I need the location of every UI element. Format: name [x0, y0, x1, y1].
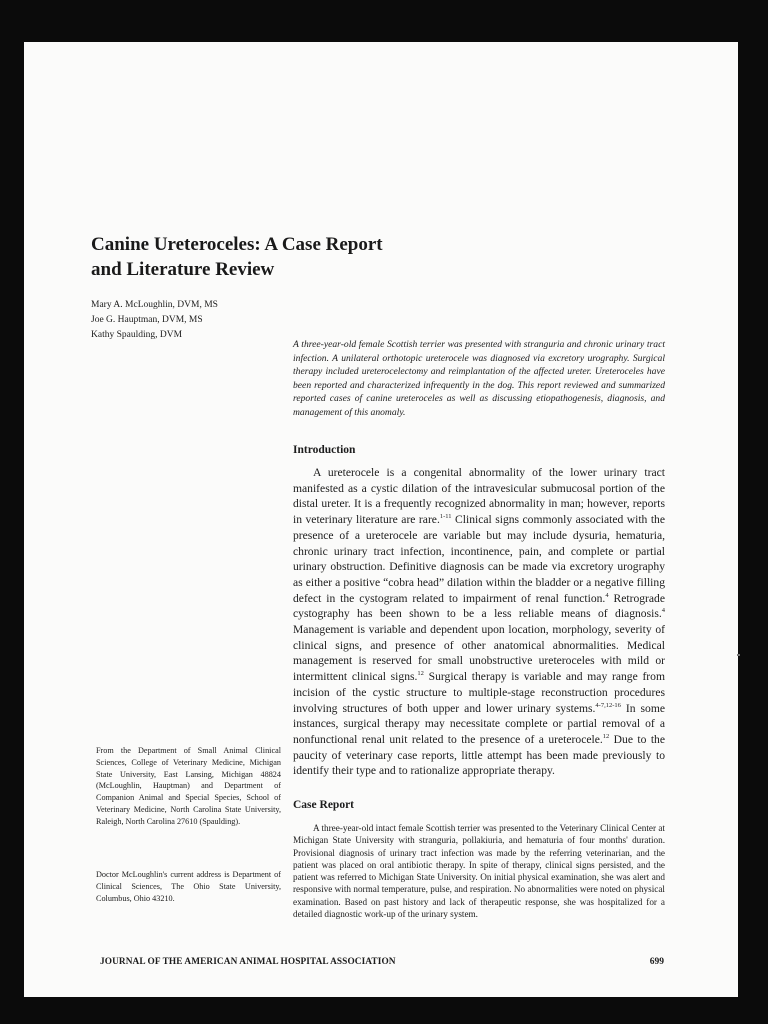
reference-superscript: 4-7,12-16 [595, 701, 621, 709]
abstract: A three-year-old female Scottish terrier was presented with stranguria and chronic urinary tract infection. A unilateral orthotopic ureterocele was diagnosed via excretory urography. Surgical therapy included ureterocelectomy and reimplantation of the affected ureter. Ureteroceles have been reported and characterized infrequently in the dog. This report reviewed and summarized reported cases of canine ureteroceles as well as discussing etiopathogenesis, diagnosis, and management of this anomaly. [293, 339, 665, 418]
intro-text-6: In some instances, surgical therapy may necessitate complete or partial removal of a nonfunctional renal unit related to the presence of a ureterocele. [293, 701, 665, 746]
author-list [91, 298, 218, 343]
intro-text-7: Due to the paucity of veterinary case reports, little attempt has been made previously to identify their type and to rationalize appropriate therapy. [293, 732, 665, 778]
title-line-1: Canine Ureteroceles: A Case Report [91, 234, 383, 255]
reference-superscript: 4 [661, 607, 665, 615]
intro-text-5: Surgical therapy is variable and may range from incision of the cystic structure to multiple-stage reconstruction procedures involving structures of both upper and lower urinary systems. [293, 670, 665, 715]
reference-superscript: 4 [605, 591, 609, 599]
title-line-2: and Literature Review [91, 259, 275, 280]
reference-superscript: 12 [417, 670, 424, 678]
reference-superscript: 12 [602, 732, 610, 740]
author-3: Kathy Spaulding, DVM [91, 330, 183, 340]
reference-superscript: 1-11 [439, 513, 452, 521]
page-number: 699 [649, 957, 664, 967]
intro-text-4: Management is variable and dependent upon location, morphology, severity of clinical signs, and presence of other anatomical abnormalities. Medical management is reserved for small unobstructive ureteroceles with mild or intermittent clinical signs. [293, 623, 665, 684]
contact-note: Doctor McLoughlin's current address is Department of Clinical Sciences, The Ohio State University, Columbus, Ohio 43210. [96, 870, 281, 903]
introduction-heading: Introduction [293, 444, 356, 456]
article-title [91, 232, 511, 282]
author-1: Mary A. McLoughlin, DVM, MS [91, 300, 218, 310]
scanned-page [24, 42, 738, 997]
journal-footer: JOURNAL OF THE AMERICAN ANIMAL HOSPITAL ASSOCIATION [100, 957, 396, 967]
introduction-paragraph [293, 465, 665, 779]
intro-text-1: A ureterocele is a congenital abnormality of the lower urinary tract manifested as a cystic dilation of the intravesicular submucosal portion of the distal ureter. It is a frequently recognized abnormality in man; however, reports in veterinary literature are rare. [293, 466, 665, 527]
scan-artifact [737, 654, 740, 656]
case-report-paragraph: A three-year-old intact female Scottish terrier was presented to the Veterinary Clinical Center at Michigan State University with stranguria, pollakiuria, and hematuria of four months' duration. Provisional diagnosis of urinary tract infection was made by the referring veterinarian, and the patient was placed on oral antibiotic therapy. In spite of therapy, clinical signs persisted, and the patient was referred to Michigan State University. On initial physical examination, she was alert and responsive with normal temperature, pulse, and respiration. No abnormalities were noted on physical examination. Based on past history and lack of therapeutic response, she was hospitalized for a detailed diagnostic work-up of the urinary system. [293, 823, 665, 920]
author-2: Joe G. Hauptman, DVM, MS [91, 315, 203, 325]
intro-text-3: Retrograde cystography has been shown to be a less reliable means of diagnosis. [293, 591, 665, 621]
intro-text-2: Clinical signs commonly associated with the presence of a ureterocele are variable but may include dysuria, hematuria, chronic urinary tract infection, incontinence, pain, and complete or partial urinary obstruction. Definitive diagnosis can be made via excretory urography as either a positive “cobra head” dilation within the bladder or a negative filling defect in the cystogram related to impairment of renal function. [293, 513, 665, 605]
affiliation-note: From the Department of Small Animal Clinical Sciences, College of Veterinary Medicine, Michigan State University, East Lansing, Michigan 48824 (McLoughlin, Hauptman) and Department of Companion Animal and Special Species, School of Veterinary Medicine, North Carolina State University, Raleigh, North Carolina 27610 (Spaulding). [96, 746, 281, 826]
case-report-heading: Case Report [293, 799, 354, 811]
